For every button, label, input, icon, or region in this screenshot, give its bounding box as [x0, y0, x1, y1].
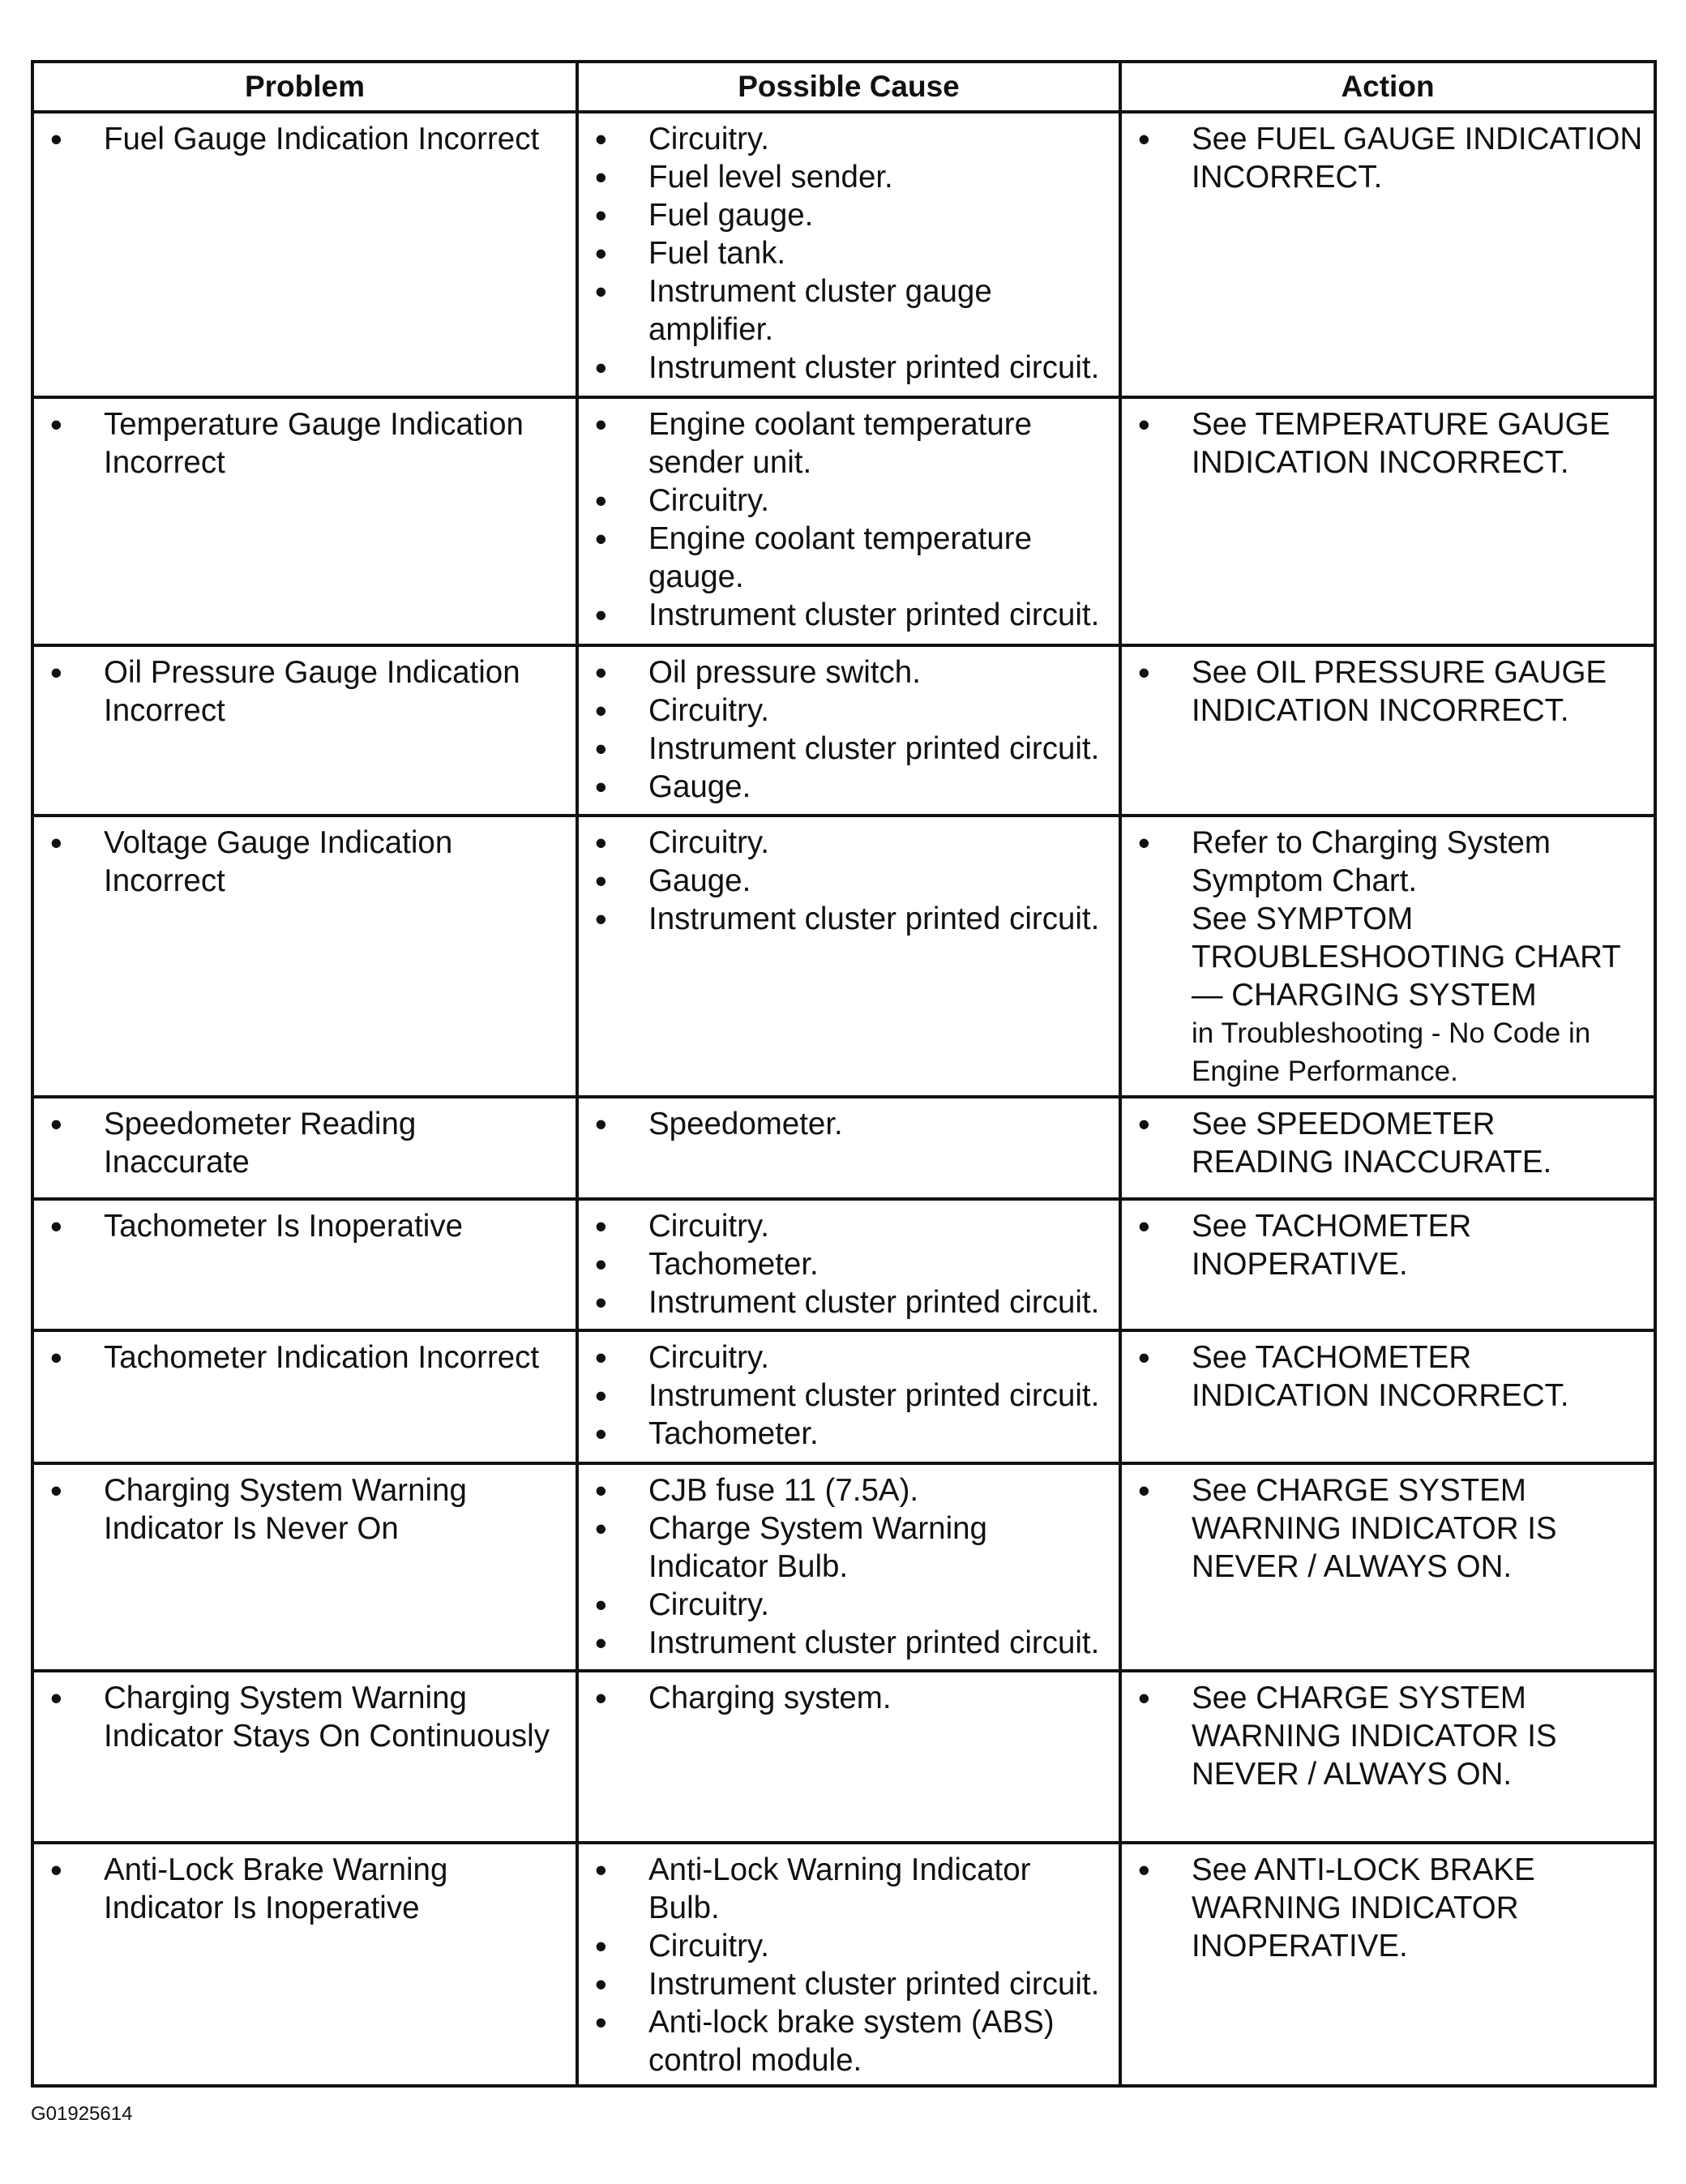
table-row	[32, 1463, 1655, 1671]
problem-cell	[32, 816, 577, 1097]
problem-cell	[32, 1330, 577, 1463]
action-text: • See FUEL GAUGE INDICATION INCORRECT.	[1192, 122, 1643, 195]
cause-item: • Gauge.	[588, 768, 1109, 806]
cause-item: • Fuel tank.	[588, 234, 1109, 272]
table-row	[32, 112, 1655, 397]
cause-item: • Speedometer.	[588, 1105, 1109, 1143]
cause-item: • Instrument cluster printed circuit.	[588, 1624, 1109, 1662]
possible-cause-cell	[577, 1199, 1120, 1330]
possible-cause-cell	[577, 112, 1120, 397]
table-row	[32, 1843, 1655, 2086]
problem-cell	[32, 112, 577, 397]
action-text: • See OIL PRESSURE GAUGE INDICATION INCORRECT.	[1192, 655, 1607, 728]
cause-item: • Circuitry.	[588, 120, 1109, 158]
action-item	[1132, 1105, 1644, 1181]
action-text: • See CHARGE SYSTEM WARNING INDICATOR IS NEVER / ALWAYS ON.	[1192, 1473, 1557, 1584]
possible-cause-cell	[577, 1330, 1120, 1463]
cause-item: • Anti-lock brake system (ABS) control module.	[588, 2003, 1109, 2079]
problem-cell	[32, 1199, 577, 1330]
action-reference: See SYMPTOM TROUBLESHOOTING CHART — CHARGING SYSTEM	[1192, 901, 1621, 1013]
problem-text: • Speedometer Reading Inaccurate	[44, 1105, 566, 1181]
possible-cause-cell	[577, 397, 1120, 645]
table-row	[32, 816, 1655, 1097]
symptom-table	[31, 60, 1657, 2088]
action-cell	[1120, 1199, 1655, 1330]
cause-item: • Engine coolant temperature sender unit.	[588, 405, 1109, 482]
header-problem: Problem	[32, 62, 577, 112]
problem-text: • Temperature Gauge Indication Incorrect	[44, 405, 566, 482]
cause-item: • Instrument cluster printed circuit.	[588, 1283, 1109, 1321]
table-row	[32, 1671, 1655, 1843]
cause-item: • CJB fuse 11 (7.5A).	[588, 1471, 1109, 1510]
cause-item: • Charging system.	[588, 1679, 1109, 1717]
header-action: Action	[1120, 62, 1655, 112]
action-text: • See TEMPERATURE GAUGE INDICATION INCORRECT.	[1192, 407, 1611, 480]
action-cell	[1120, 1330, 1655, 1463]
cause-item: • Instrument cluster printed circuit.	[588, 900, 1109, 938]
action-cell	[1120, 397, 1655, 645]
cause-item: • Oil pressure switch.	[588, 653, 1109, 692]
cause-item: • Circuitry.	[588, 1586, 1109, 1624]
problem-text: • Tachometer Is Inoperative	[44, 1207, 566, 1245]
problem-cell	[32, 1463, 577, 1671]
header-row	[32, 62, 1655, 112]
action-cell	[1120, 112, 1655, 397]
action-text: • See TACHOMETER INOPERATIVE.	[1192, 1209, 1472, 1282]
table-row	[32, 645, 1655, 816]
possible-cause-cell	[577, 645, 1120, 816]
cause-item: • Instrument cluster printed circuit.	[588, 596, 1109, 634]
action-item	[1132, 405, 1644, 482]
possible-cause-cell	[577, 1671, 1120, 1843]
cause-item: • Charge System Warning Indicator Bulb.	[588, 1510, 1109, 1586]
action-item	[1132, 653, 1644, 730]
problem-cell	[32, 397, 577, 645]
action-item	[1132, 1679, 1644, 1793]
table-row	[32, 1097, 1655, 1199]
cause-item: • Tachometer.	[588, 1415, 1109, 1453]
problem-text: • Charging System Warning Indicator Is Never On	[44, 1471, 566, 1548]
cause-item: • Circuitry.	[588, 1338, 1109, 1377]
action-cell	[1120, 645, 1655, 816]
cause-item: • Instrument cluster printed circuit.	[588, 349, 1109, 387]
table-row	[32, 397, 1655, 645]
action-cell	[1120, 1463, 1655, 1671]
problem-cell	[32, 1671, 577, 1843]
cause-item: • Circuitry.	[588, 482, 1109, 520]
header-possible-cause: Possible Cause	[577, 62, 1120, 112]
cause-item: • Anti-Lock Warning Indicator Bulb.	[588, 1851, 1109, 1927]
action-item	[1132, 1207, 1644, 1283]
possible-cause-cell	[577, 1463, 1120, 1671]
possible-cause-cell	[577, 1097, 1120, 1199]
cause-item: • Fuel level sender.	[588, 158, 1109, 196]
action-cell	[1120, 1671, 1655, 1843]
possible-cause-cell	[577, 816, 1120, 1097]
cause-item: • Instrument cluster gauge amplifier.	[588, 272, 1109, 349]
problem-text: • Tachometer Indication Incorrect	[44, 1338, 566, 1377]
cause-item: • Gauge.	[588, 862, 1109, 900]
cause-item: • Circuitry.	[588, 1207, 1109, 1245]
cause-item: • Circuitry.	[588, 1927, 1109, 1965]
problem-cell	[32, 1843, 577, 2086]
problem-text: • Oil Pressure Gauge Indication Incorrect	[44, 653, 566, 730]
problem-text: • Fuel Gauge Indication Incorrect	[44, 120, 566, 158]
action-item	[1132, 120, 1644, 196]
cause-item: • Circuitry.	[588, 824, 1109, 862]
action-text: • Refer to Charging System Symptom Chart.	[1192, 825, 1551, 898]
problem-text: • Voltage Gauge Indication Incorrect	[44, 824, 566, 900]
table-row	[32, 1199, 1655, 1330]
cause-item: • Circuitry.	[588, 692, 1109, 730]
action-text: • See CHARGE SYSTEM WARNING INDICATOR IS NEVER / ALWAYS ON.	[1192, 1681, 1557, 1792]
problem-cell	[32, 1097, 577, 1199]
cause-item: • Tachometer.	[588, 1245, 1109, 1283]
action-item	[1132, 1851, 1644, 1965]
symptom-chart	[31, 60, 1654, 2088]
table-body	[32, 112, 1655, 2086]
cause-item: • Instrument cluster printed circuit.	[588, 1377, 1109, 1415]
table-row	[32, 1330, 1655, 1463]
action-cell	[1120, 1843, 1655, 2086]
possible-cause-cell	[577, 1843, 1120, 2086]
action-text: • See SPEEDOMETER READING INACCURATE.	[1192, 1107, 1552, 1180]
action-cell	[1120, 1097, 1655, 1199]
cause-item: • Instrument cluster printed circuit.	[588, 1965, 1109, 2003]
action-item	[1132, 824, 1644, 1090]
cause-item: • Instrument cluster printed circuit.	[588, 730, 1109, 768]
action-item	[1132, 1471, 1644, 1586]
problem-cell	[32, 645, 577, 816]
cause-item: • Engine coolant temperature gauge.	[588, 520, 1109, 596]
action-item	[1132, 1338, 1644, 1415]
figure-id: G01925614	[31, 2103, 133, 2125]
action-text: • See TACHOMETER INDICATION INCORRECT.	[1192, 1340, 1569, 1413]
cause-item: • Fuel gauge.	[588, 196, 1109, 234]
problem-text: • Charging System Warning Indicator Stays On Continuously	[44, 1679, 566, 1755]
action-note: in Troubleshooting - No Code in Engine Performance.	[1192, 1017, 1591, 1087]
action-text: • See ANTI-LOCK BRAKE WARNING INDICATOR INOPERATIVE.	[1192, 1852, 1535, 1963]
problem-text: • Anti-Lock Brake Warning Indicator Is Inoperative	[44, 1851, 566, 1927]
action-cell	[1120, 816, 1655, 1097]
